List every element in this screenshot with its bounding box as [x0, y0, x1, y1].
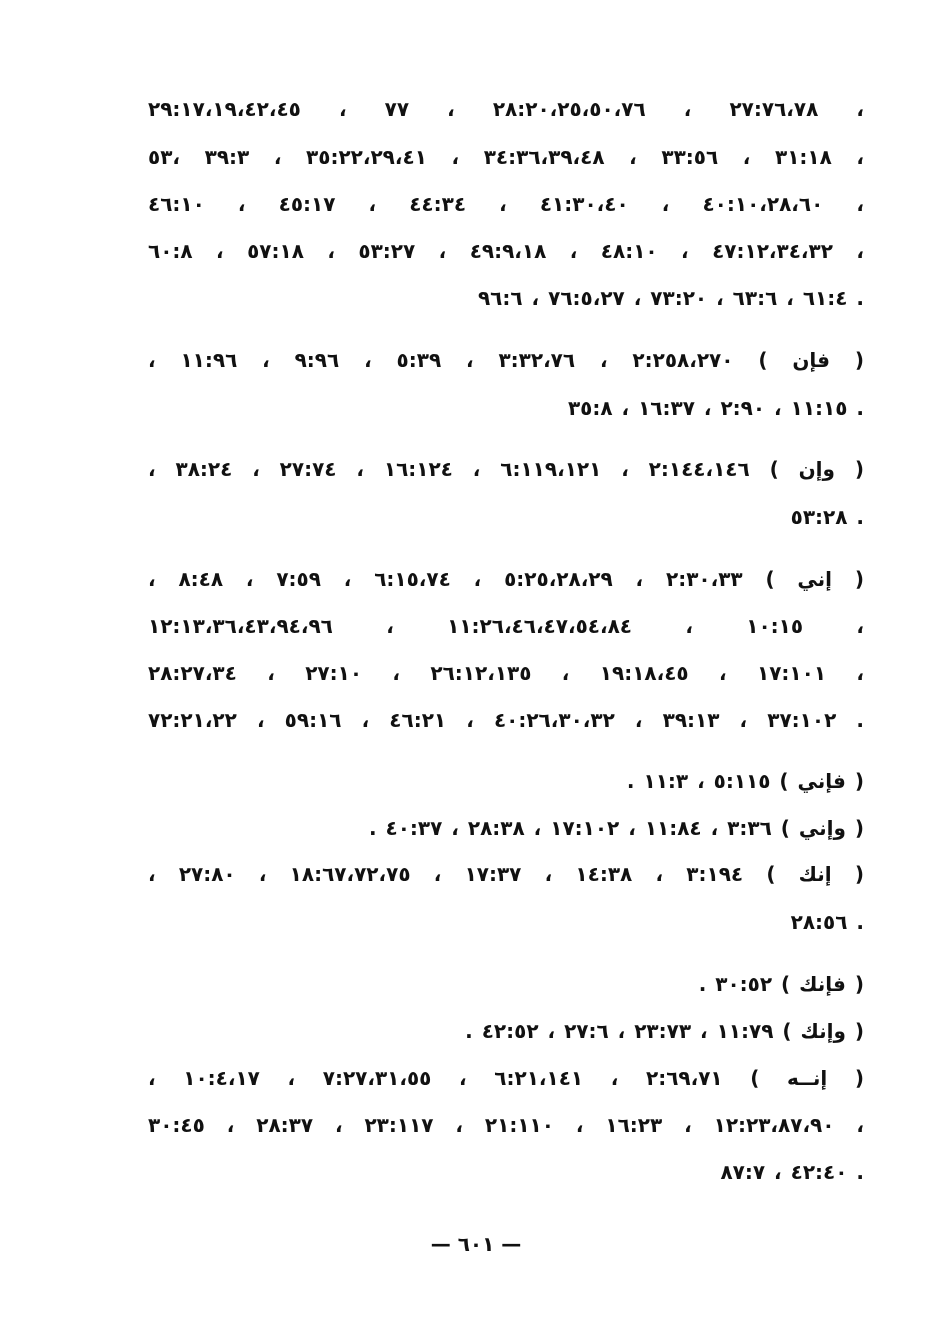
text-line-18: ( فإنك ) ٣٠:٥٢ .: [698, 972, 864, 996]
text-line-7: ١١:١٥ ، ٢:٩٠ ، ١٦:٣٧ ، ٣٥:٨ .: [567, 396, 864, 420]
text-line-3: ٤٠:١٠،٢٨،٦٠ ، ٤١:٣٠،٤٠ ، ٤٤:٣٤ ، ٤٥:١٧ ، ٤٦:١٠ ،: [148, 192, 864, 216]
text-line-14: ( فإني ) ٥:١١٥ ، ١١:٣ .: [626, 769, 864, 793]
text-line-13: ٣٧:١٠٢ ، ٣٩:١٣ ، ٤٠:٢٦،٣٠،٣٢ ، ٤٦:٢١ ، ٥٩:١٦ ، ٧٢:٢١،٢٢ .: [148, 708, 864, 732]
text-line-6: ( فإن ) ٢:٢٥٨،٢٧٠ ، ٣:٣٢،٧٦ ، ٥:٣٩ ، ٩:٩٦ ، ١١:٩٦ ،: [148, 348, 864, 372]
text-line-19: ( وإنك ) ١١:٧٩ ، ٢٣:٧٣ ، ٢٧:٦ ، ٤٢:٥٢ .: [465, 1019, 864, 1043]
text-line-21: ١٢:٢٣،٨٧،٩٠ ، ١٦:٢٣ ، ٢١:١١٠ ، ٢٣:١١٧ ، ٢٨:٣٧ ، ٣٠:٤٥ ،: [148, 1113, 864, 1137]
text-line-17: ٢٨:٥٦ .: [790, 910, 864, 934]
page-number: — ٦٠١ —: [430, 1232, 522, 1256]
text-line-9: ٥٣:٢٨ .: [790, 505, 864, 529]
text-line-4: ٤٧:١٢،٣٤،٣٢ ، ٤٨:١٠ ، ٤٩:٩،١٨ ، ٥٣:٢٧ ، ٥٧:١٨ ، ٦٠:٨ ،: [148, 239, 864, 263]
text-line-10: ( إني ) ٢:٣٠،٣٣ ، ٥:٢٥،٢٨،٢٩ ، ٦:١٥،٧٤ ، ٧:٥٩ ، ٨:٤٨ ،: [148, 567, 864, 591]
text-line-15: ( وإني ) ٣:٣٦ ، ١١:٨٤ ، ١٧:١٠٢ ، ٢٨:٣٨ ، ٤٠:٣٧ .: [368, 816, 864, 840]
text-line-8: ( وإن ) ٢:١٤٤،١٤٦ ، ٦:١١٩،١٢١ ، ١٦:١٢٤ ، ٢٧:٧٤ ، ٣٨:٢٤ ،: [148, 457, 864, 481]
text-line-16: ( إنك ) ٣:١٩٤ ، ١٤:٣٨ ، ١٧:٣٧ ، ١٨:٦٧،٧٢،٧٥ ، ٢٧:٨٠ ،: [148, 862, 865, 886]
text-line-22: ٤٢:٤٠ ، ٨٧:٧ .: [720, 1160, 864, 1184]
text-line-1: ٢٧:٧٦،٧٨ ، ٢٨:٢٠،٢٥،٥٠،٧٦ ، ٧٧ ، ٢٩:١٧،١٩،٤٢،٤٥ ،: [148, 97, 864, 121]
text-line-2: ٣١:١٨ ، ٣٣:٥٦ ، ٣٤:٣٦،٣٩،٤٨ ، ٣٥:٢٢،٢٩،٤١ ، ٣٩:٣ ،٥٣ ،: [148, 145, 865, 169]
text-line-5: ٦١:٤ ، ٦٣:٦ ، ٧٣:٢٠ ، ٧٦:٥،٢٧ ، ٩٦:٦ .: [477, 286, 864, 310]
text-line-12: ١٧:١٠١ ، ١٩:١٨،٤٥ ، ٢٦:١٢،١٣٥ ، ٢٧:١٠ ، ٢٨:٢٧،٣٤ ،: [148, 661, 865, 685]
text-line-20: ( إنــه ) ٢:٦٩،٧١ ، ٦:٢١،١٤١ ، ٧:٢٧،٣١،٥٥ ، ١٠:٤،١٧ ،: [148, 1066, 864, 1090]
text-line-11: ١٠:١٥ ، ١١:٢٦،٤٦،٤٧،٥٤،٨٤ ، ١٢:١٣،٣٦،٤٣،٩٤،٩٦ ،: [148, 614, 864, 638]
